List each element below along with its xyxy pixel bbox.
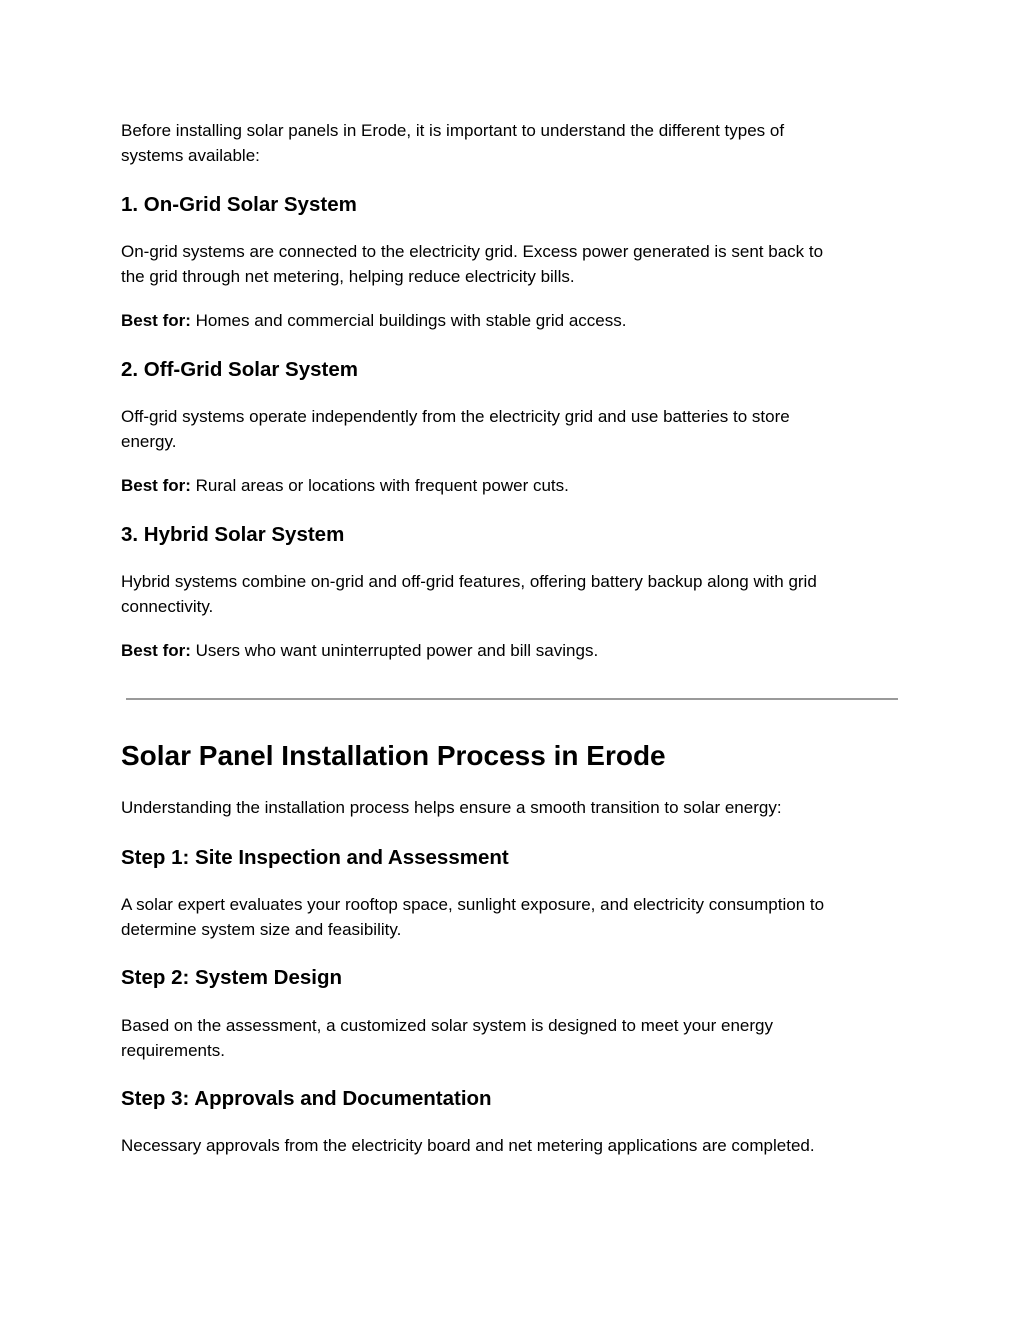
on-grid-best-for (121, 309, 626, 334)
step-3-line-1: Necessary approvals from the electricity board and net metering applications are completed. (121, 1136, 815, 1155)
step-2-line-1: Based on the assessment, a customized solar system is designed to meet your energy (121, 1016, 773, 1035)
step-2-line-2: requirements. (121, 1041, 225, 1060)
section-title-installation-process: Solar Panel Installation Process in Erode (121, 740, 666, 771)
step-1-line-1: A solar expert evaluates your rooftop space, sunlight exposure, and electricity consumption to (121, 895, 825, 914)
on-grid-desc-line-2: the grid through net metering, helping reduce electricity bills. (121, 267, 575, 286)
heading-on-grid: 1. On-Grid Solar System (121, 193, 357, 216)
off-grid-best-for (121, 474, 569, 499)
step-1-line-2: determine system size and feasibility. (121, 920, 402, 939)
on-grid-desc-line-1: On-grid systems are connected to the electricity grid. Excess power generated is sent back to (121, 242, 824, 261)
off-grid-desc-line-1: Off-grid systems operate independently from the electricity grid and use batteries to store (121, 407, 790, 426)
best-for-text: Rural areas or locations with frequent power cuts. (190, 476, 569, 495)
hybrid-best-for (121, 639, 598, 664)
heading-hybrid: 3. Hybrid Solar System (121, 523, 345, 546)
heading-off-grid: 2. Off-Grid Solar System (121, 358, 358, 381)
heading-step-3: Step 3: Approvals and Documentation (121, 1087, 492, 1110)
heading-step-2: Step 2: System Design (121, 966, 343, 989)
best-for-label: Best for: (121, 641, 191, 660)
intro-line-1: Before installing solar panels in Erode, it is important to understand the different types of (121, 121, 785, 140)
intro-line-2: systems available: (121, 146, 260, 165)
horizontal-rule (126, 698, 898, 700)
best-for-label: Best for: (121, 311, 191, 330)
hybrid-desc-line-2: connectivity. (121, 597, 214, 616)
hybrid-desc-line-1: Hybrid systems combine on-grid and off-grid features, offering battery backup along with grid (121, 572, 817, 591)
process-intro: Understanding the installation process helps ensure a smooth transition to solar energy: (121, 798, 782, 817)
off-grid-desc-line-2: energy. (121, 432, 177, 451)
best-for-text: Users who want uninterrupted power and bill savings. (190, 641, 599, 660)
best-for-label: Best for: (121, 476, 191, 495)
best-for-text: Homes and commercial buildings with stable grid access. (190, 311, 627, 330)
heading-step-1: Step 1: Site Inspection and Assessment (121, 846, 509, 869)
